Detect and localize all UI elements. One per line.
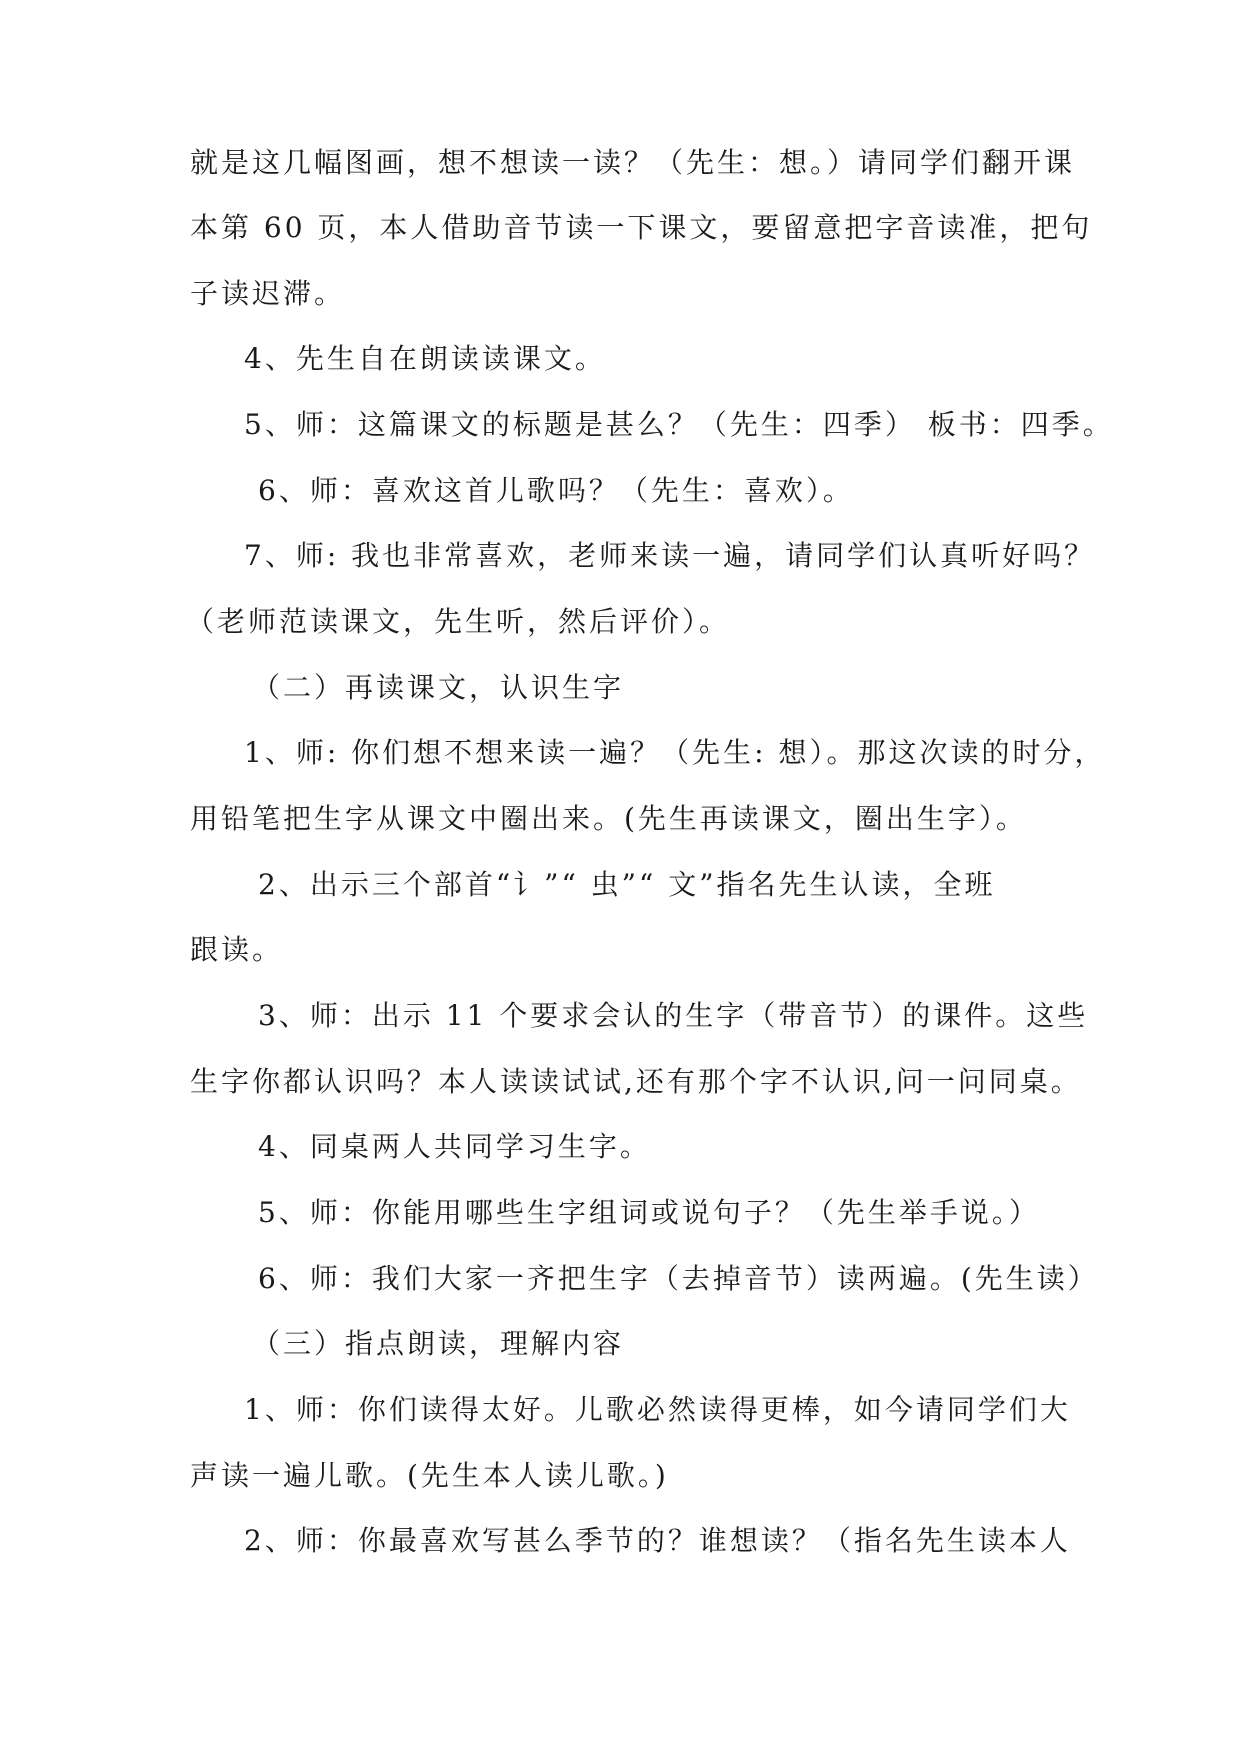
text-line-8: （老师范读课文，先生听，然后评价）。 [186, 605, 731, 638]
text-line-14: 3、师：出示 11 个要求会认的生字（带音节）的课件。这些 [258, 999, 1089, 1032]
text-line-3: 子读迟滞。 [190, 277, 346, 310]
text-line-4: 4、先生自在朗读读课文。 [244, 342, 606, 375]
text-line-13: 跟读。 [190, 933, 284, 966]
section-heading-2: （二）再读课文，认识生字 [252, 671, 625, 704]
text-line-18: 6、师：我们大家一齐把生字（去掉音节）读两遍。(先生读） [258, 1262, 1099, 1295]
text-line-1: 就是这几幅图画，想不想读一读？（先生：想。）请同学们翻开课 [190, 146, 1076, 179]
text-line-17: 5、师：你能用哪些生字组词或说句子？（先生举手说。） [258, 1196, 1040, 1229]
text-line-5: 5、师：这篇课文的标题是甚么？（先生：四季） 板书：四季。 [244, 408, 1114, 441]
text-line-2: 本第 60 页，本人借助音节读一下课文，要留意把字音读准，把句 [190, 211, 1093, 244]
text-line-12: 2、出示三个部首“讠”“ 虫”“ 文”指名先生认读，全班 [258, 868, 996, 901]
text-line-15: 生字你都认识吗？本人读读试试,还有那个字不认识,问一问同桌。 [190, 1065, 1082, 1098]
text-line-22: 2、师：你最喜欢写甚么季节的？谁想读？（指名先生读本人 [244, 1524, 1071, 1557]
text-line-20: 1、师：你们读得太好。儿歌必然读得更棒，如今请同学们大 [244, 1393, 1071, 1426]
text-line-11: 用铅笔把生字从课文中圈出来。(先生再读课文，圈出生字）。 [190, 802, 1027, 835]
text-line-10: 1、师: 你们想不想来读一遍？（先生: 想）。那这次读的时分， [244, 736, 1106, 769]
text-line-21: 声读一遍儿歌。(先生本人读儿歌。) [190, 1459, 669, 1492]
text-line-16: 4、同桌两人共同学习生字。 [258, 1130, 651, 1163]
text-line-6: 6、师：喜欢这首儿歌吗？（先生：喜欢）。 [258, 474, 854, 507]
text-line-7: 7、师: 我也非常喜欢，老师来读一遍，请同学们认真听好吗？ [244, 539, 1096, 572]
section-heading-3: （三）指点朗读，理解内容 [252, 1327, 625, 1360]
